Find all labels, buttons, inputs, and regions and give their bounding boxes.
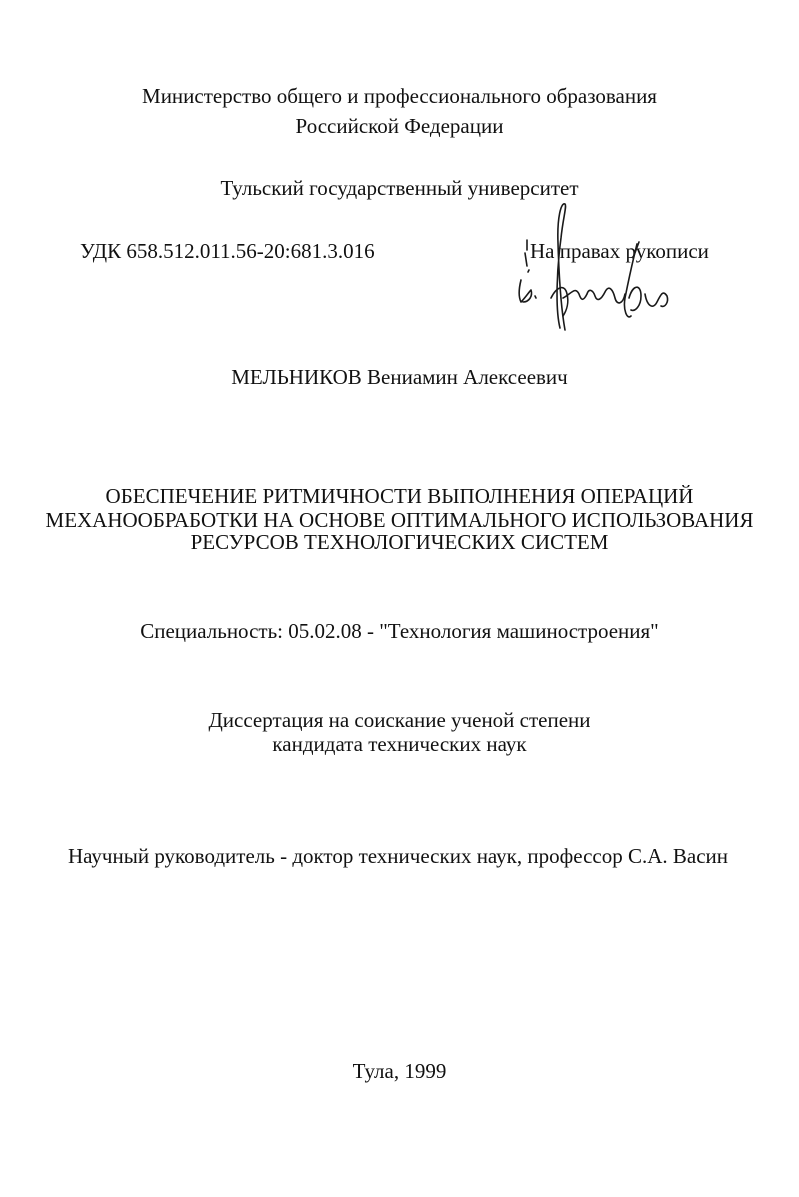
- ministry-line-1: Министерство общего и профессионального образования: [142, 84, 657, 108]
- university-name: Тульский государственный университет: [220, 176, 579, 200]
- ministry-line-2: Российской Федерации: [295, 114, 504, 138]
- manuscript-rights-label: На правах рукописи: [530, 239, 709, 263]
- dissertation-title-line-3: РЕСУРСОВ ТЕХНОЛОГИЧЕСКИХ СИСТЕМ: [190, 530, 609, 554]
- dissertation-title-line-2: МЕХАНООБРАБОТКИ НА ОСНОВЕ ОПТИМАЛЬНОГО ИСПОЛЬЗОВАНИЯ: [45, 508, 754, 532]
- degree-line-1: Диссертация на соискание ученой степени: [208, 708, 591, 732]
- author-name: МЕЛЬНИКОВ Вениамин Алексеевич: [231, 365, 568, 389]
- place-and-year: Тула, 1999: [352, 1059, 447, 1083]
- dissertation-title-line-1: ОБЕСПЕЧЕНИЕ РИТМИЧНОСТИ ВЫПОЛНЕНИЯ ОПЕРАЦИЙ: [105, 484, 694, 508]
- handwritten-signature: [505, 198, 680, 338]
- specialty: Специальность: 05.02.08 - "Технология машиностроения": [140, 619, 659, 643]
- degree-line-2: кандидата технических наук: [272, 732, 527, 756]
- scientific-supervisor: Научный руководитель - доктор технических наук, профессор С.А. Васин: [68, 844, 729, 868]
- udk-code: УДК 658.512.011.56-20:681.3.016: [80, 239, 375, 263]
